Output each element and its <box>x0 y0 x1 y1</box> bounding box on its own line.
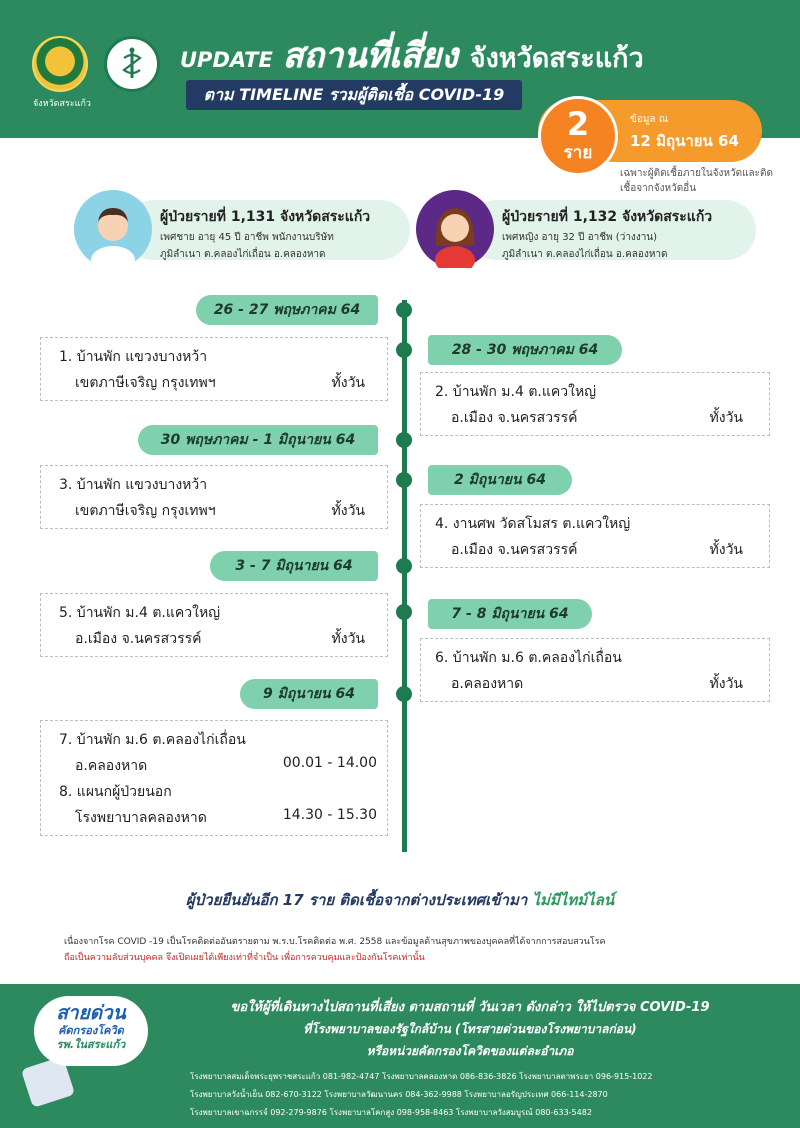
male-avatar-icon <box>74 190 152 268</box>
caduceus-icon <box>114 46 150 82</box>
patient-hometown: ภูมิลำเนา ต.คลองไก่เถื่อน อ.คลองหาด <box>160 249 326 260</box>
patient-title: ผู้ป่วยรายที่ 1,132 จังหวัดสระแก้ว <box>502 209 713 225</box>
timeline-axis <box>402 300 407 852</box>
location-area: อ.คลองหาด <box>75 758 148 774</box>
timeline-dot <box>396 432 412 448</box>
hospital-hotlines-3: โรงพยาบาลเขาฉกรรจ์ 092-279-9876 โรงพยาบาลโคกสูง 098-958-8463 โรงพยาบาลวังสมบูรณ์ 080-633-5482 <box>190 1108 592 1117</box>
location-time: ทั้งวัน <box>331 503 365 519</box>
date-pill-9-jun: 9 มิถุนายน 64 <box>240 679 378 709</box>
title-update: UPDATE <box>180 48 273 72</box>
advice-line-1: ขอให้ผู้ที่เดินทางไปสถานที่เสี่ยง ตามสถานที่ วันเวลา ดังกล่าว ให้ไปตรวจ COVID-19 <box>230 1000 710 1015</box>
summary-line <box>0 888 800 912</box>
patient-info <box>466 200 756 260</box>
location-box-3 <box>40 465 388 529</box>
location-name: 2. บ้านพัก ม.4 ต.แควใหญ่ <box>435 384 597 400</box>
location-box-6 <box>420 638 770 702</box>
location-name: 5. บ้านพัก ม.4 ต.แควใหญ่ <box>59 605 221 621</box>
case-count-unit: ราย <box>563 143 593 163</box>
date-pill-2-jun: 2 มิถุนายน 64 <box>428 465 572 495</box>
timeline-dot <box>396 472 412 488</box>
summary-highlight: ไม่มีไทม์ไลน์ <box>532 891 615 909</box>
location-name: 1. บ้านพัก แขวงบางหว้า <box>59 349 208 365</box>
count-info-label: ข้อมูล ณ <box>630 114 669 125</box>
advice-line-2: ที่โรงพยาบาลของรัฐใกล้บ้าน (โทรสายด่วนของโรงพยาบาลก่อน) <box>303 1022 637 1036</box>
hotline-hospitals: รพ.ในสระแก้ว <box>56 1038 126 1051</box>
hotline-badge <box>34 996 148 1066</box>
hospital-hotlines-2: โรงพยาบาลวังน้ำเย็น 082-670-3122 โรงพยาบาลวัฒนานคร 084-362-9988 โรงพยาบาลอรัญประเทศ 066-114-2870 <box>190 1090 608 1099</box>
location-area: อ.คลองหาด <box>451 676 524 692</box>
location-name: 8. แผนกผู้ป่วยนอก <box>59 784 172 800</box>
location-area: เขตภาษีเจริญ กรุงเทพฯ <box>75 503 216 519</box>
date-pill-7-8-jun: 7 - 8 มิถุนายน 64 <box>428 599 592 629</box>
location-area: อ.เมือง จ.นครสวรรค์ <box>451 542 578 558</box>
location-name: 4. งานศพ วัดสโมสร ต.แควใหญ่ <box>435 516 631 532</box>
timeline-dot <box>396 558 412 574</box>
patient-card-1131 <box>74 196 410 266</box>
patient-detail: เพศชาย อายุ 45 ปี อาชีพ พนักงานบริษัท <box>160 232 334 243</box>
advice-line-3: หรือหน่วยคัดกรองโควิดของแต่ละอำเภอ <box>366 1044 574 1058</box>
province-seal-logo <box>32 36 88 92</box>
location-area: เขตภาษีเจริญ กรุงเทพฯ <box>75 375 216 391</box>
hospital-hotlines-1: โรงพยาบาลสมเด็จพระยุพราชสระแก้ว 081-982-4747 โรงพยาบาลคลองหาด 086-836-3826 โรงพยาบาลตาพระยา 096-915-1022 <box>190 1072 653 1081</box>
province-seal-caption: จังหวัดสระแก้ว <box>33 99 91 109</box>
location-area: อ.เมือง จ.นครสวรรค์ <box>451 410 578 426</box>
location-name: 6. บ้านพัก ม.6 ต.คลองไก่เถื่อน <box>435 650 622 666</box>
title-province: จังหวัดสระแก้ว <box>469 43 644 74</box>
timeline-dot <box>396 302 412 318</box>
location-time: 00.01 - 14.00 <box>282 755 377 771</box>
location-time: ทั้งวัน <box>709 410 743 426</box>
location-box-2 <box>420 372 770 436</box>
date-pill-28-30-may: 28 - 30 พฤษภาคม 64 <box>428 335 622 365</box>
disclaimer-line-2: ถือเป็นความลับส่วนบุคคล จึงเปิดเผยได้เพียงเท่าที่จำเป็น เพื่อการควบคุมและป้องกันโรคเท่านั้น <box>64 953 425 963</box>
location-box-7-8 <box>40 720 388 836</box>
location-box-4 <box>420 504 770 568</box>
page-title <box>180 28 644 78</box>
case-count-badge <box>538 96 618 176</box>
patient-hometown: ภูมิลำเนา ต.คลองไก่เถื่อน อ.คลองหาด <box>502 249 668 260</box>
disclaimer <box>64 934 764 966</box>
location-area: อ.เมือง จ.นครสวรรค์ <box>75 631 202 647</box>
summary-text: ผู้ป่วยยืนยันอีก 17 ราย ติดเชื้อจากต่างประเทศเข้ามา <box>185 891 528 909</box>
hotline-title: สายด่วน <box>56 1002 126 1024</box>
title-main: สถานที่เสี่ยง <box>282 36 458 76</box>
date-pill-30-may-1-jun: 30 พฤษภาคม - 1 มิถุนายน 64 <box>138 425 378 455</box>
date-pill-3-7-jun: 3 - 7 มิถุนายน 64 <box>210 551 378 581</box>
hotline-subtitle: คัดกรองโควิด <box>58 1024 124 1037</box>
subtitle: ตาม TIMELINE รวมผู้ติดเชื้อ COVID-19 <box>186 80 522 110</box>
location-time: ทั้งวัน <box>709 542 743 558</box>
case-count-number: 2 <box>566 105 590 143</box>
count-info-date: 12 มิถุนายน 64 <box>630 132 739 150</box>
location-time: ทั้งวัน <box>331 631 365 647</box>
location-time: ทั้งวัน <box>709 676 743 692</box>
date-pill-26-27-may: 26 - 27 พฤษภาคม 64 <box>196 295 378 325</box>
timeline-dot <box>396 342 412 358</box>
location-name: 7. บ้านพัก ม.6 ต.คลองไก่เถื่อน <box>59 732 246 748</box>
patient-title: ผู้ป่วยรายที่ 1,131 จังหวัดสระแก้ว <box>160 209 371 225</box>
patient-card-1132 <box>416 196 756 266</box>
female-avatar-icon <box>416 190 494 268</box>
location-box-5 <box>40 593 388 657</box>
timeline-dot <box>396 686 412 702</box>
timeline-dot <box>396 604 412 620</box>
location-time: 14.30 - 15.30 <box>282 807 377 823</box>
ministry-health-logo <box>104 36 160 92</box>
patient-detail: เพศหญิง อายุ 32 ปี อาชีพ (ว่างงาน) <box>502 232 658 243</box>
location-time: ทั้งวัน <box>331 375 365 391</box>
location-name: 3. บ้านพัก แขวงบางหว้า <box>59 477 208 493</box>
patient-info <box>124 200 410 260</box>
count-info <box>630 112 739 153</box>
disclaimer-line-1: เนื่องจากโรค COVID -19 เป็นโรคติดต่ออันตรายตาม พ.ร.บ.โรคติดต่อ พ.ศ. 2558 และข้อมูลด้านสุขภาพของบุคคลที่ได้จากการสอบสวนโรค <box>64 937 606 947</box>
location-box-1 <box>40 337 388 401</box>
count-note: เฉพาะผู้ติดเชื้อภายในจังหวัดและติดเชื้อจากจังหวัดอื่น <box>620 168 774 194</box>
location-area: โรงพยาบาลคลองหาด <box>75 810 207 826</box>
